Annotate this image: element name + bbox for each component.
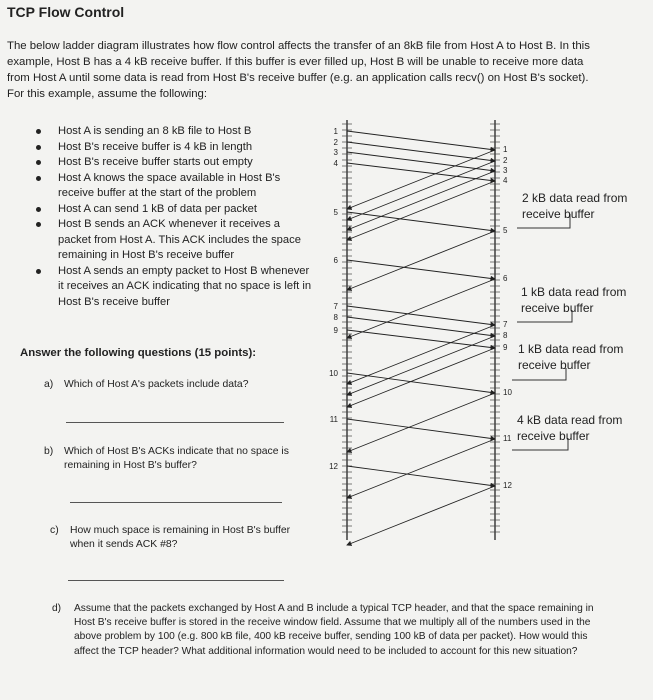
question-c-label: c) (50, 525, 59, 536)
ack-number-label: 6 (503, 274, 508, 283)
packet-number-label: 9 (333, 326, 338, 335)
ack-number-label: 7 (503, 320, 508, 329)
question-b-label: b) (44, 446, 54, 457)
diagram-note: 1 kB data read from receive buffer (518, 342, 624, 372)
diagram-note: 4 kB data read from receive buffer (517, 413, 623, 443)
page-title: TCP Flow Control (7, 4, 125, 20)
packet-number-label: 8 (333, 313, 338, 322)
data-packet-arrow (347, 260, 495, 279)
ack-arrow (347, 486, 495, 545)
ack-number-label: 8 (503, 331, 508, 340)
question-a-text: Which of Host A's packets include data? (64, 379, 249, 390)
ack-arrow (347, 439, 495, 498)
data-packet-arrow (347, 131, 495, 150)
assumption-item: Host A sends an empty packet to Host B whenever it receives an ACK indicating that no space is left in Host B's receive buffer (36, 264, 316, 311)
packet-number-label: 5 (333, 208, 338, 217)
diagram-note: 2 kB data read from receive buffer (522, 191, 628, 221)
packet-number-label: 12 (329, 462, 338, 471)
ack-number-label: 2 (503, 156, 508, 165)
question-b-text: Which of Host B's ACKs indicate that no space is remaining in Host B's buffer? (64, 446, 289, 471)
ack-arrow (347, 348, 495, 407)
assumption-item: Host B's receive buffer is 4 kB in length (36, 140, 316, 156)
ack-number-label: 1 (503, 145, 508, 154)
packet-number-label: 3 (333, 148, 338, 157)
packet-number-label: 2 (333, 138, 338, 147)
ack-arrow (347, 393, 495, 452)
ack-number-label: 4 (503, 176, 508, 185)
diagram-note: 1 kB data read from receive buffer (521, 285, 627, 315)
packet-number-label: 1 (333, 127, 338, 136)
assumption-item: Host B sends an ACK whenever it receives a packet from Host A. This ACK includes the space remaining in Host B's receive buffer (36, 217, 316, 264)
data-packet-arrow (347, 373, 495, 393)
data-packet-arrow (347, 142, 495, 161)
packet-number-label: 4 (333, 159, 338, 168)
assumption-item: Host B's receive buffer starts out empty (36, 155, 316, 171)
data-packet-arrow (347, 466, 495, 486)
assumption-item: Host A is sending an 8 kB file to Host B (36, 124, 316, 140)
ack-arrow (347, 336, 495, 395)
packet-number-label: 7 (333, 302, 338, 311)
ack-arrow (347, 161, 495, 220)
ack-arrow (347, 325, 495, 384)
question-d-label: d) (52, 603, 62, 614)
question-d-text: Assume that the packets exchanged by Host A and B include a typical TCP header, and that the space remaining in Host B's receive buffer is stored in the receive window field. Assume that we multiply all of the numbers used in the above problem by 100 (e.g. 800 kB file, 400 kB receive buffer, sending 100 kB of data per packet). How would this affect the TCP header? What additional information would need to be included to account for this new situation? (74, 603, 594, 657)
packet-number-label: 6 (333, 256, 338, 265)
packet-number-label: 11 (329, 415, 338, 424)
data-packet-arrow (347, 419, 495, 439)
ack-arrow (347, 181, 495, 240)
assumption-item: Host A knows the space available in Host B's receive buffer at the start of the problem (36, 171, 316, 202)
data-packet-arrow (347, 163, 495, 181)
ack-number-label: 11 (503, 434, 512, 443)
assumption-item: Host A can send 1 kB of data per packet (36, 202, 316, 218)
question-c-text: How much space is remaining in Host B's buffer when it sends ACK #8? (70, 525, 291, 550)
ack-number-label: 3 (503, 166, 508, 175)
ack-number-label: 10 (503, 388, 512, 397)
ack-arrow (347, 231, 495, 290)
packet-number-label: 10 (329, 369, 338, 378)
question-a-label: a) (44, 379, 54, 390)
intro-paragraph: The below ladder diagram illustrates how flow control affects the transfer of an 8kB file from Host A to Host B. In this example, Host B has a 4 kB receive buffer. If this buffer is ever filled up, Host B will be unable to receive more data from Host A until some data is read from Host B's receive buffer (e.g. an application calls recv() on Host B's socket). For this example, assume the following: (7, 40, 590, 100)
questions-heading: Answer the following questions (15 points): (20, 347, 257, 359)
data-packet-arrow (347, 152, 495, 171)
ack-number-label: 5 (503, 226, 508, 235)
ack-number-label: 12 (503, 481, 512, 490)
ack-number-label: 9 (503, 343, 508, 352)
